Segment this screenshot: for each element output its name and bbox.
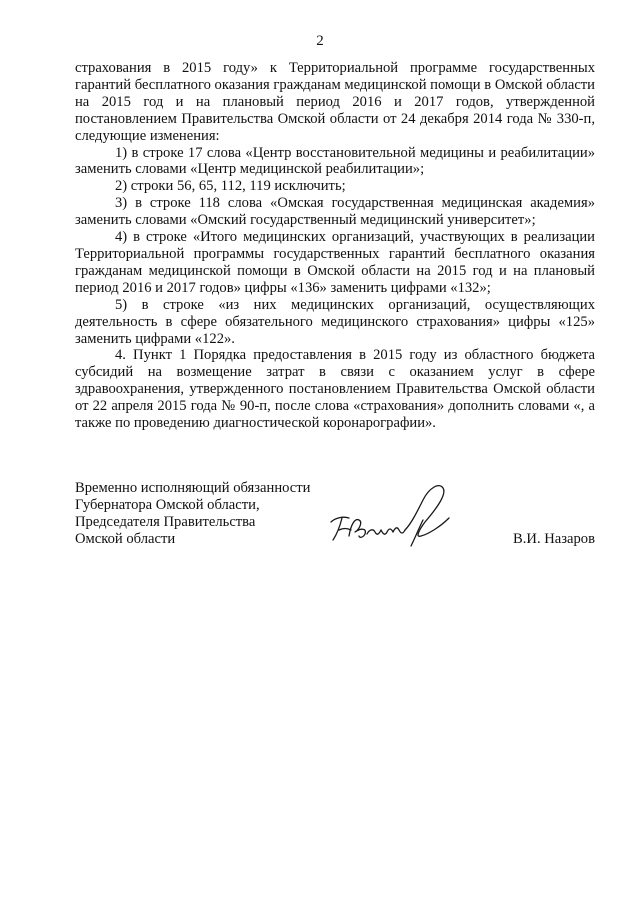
list-item-3: 3) в строке 118 слова «Омская государственная медицинская академия» заменить словами «Омский государственный медицинский университет»;: [75, 195, 595, 229]
list-item-2: 2) строки 56, 65, 112, 119 исключить;: [115, 178, 346, 195]
signer-position-line-2: Губернатора Омской области,: [75, 497, 260, 513]
signer-position-line-4: Омской области: [75, 531, 176, 547]
list-item-1: 1) в строке 17 слова «Центр восстановительной медицины и реабилитации» заменить словами «Центр медицинской реабилитации»;: [75, 144, 595, 178]
intro-paragraph: страхования в 2015 году» к Территориальной программе государственных гарантий бесплатного оказания гражданам медицинской помощи в Омской области на 2015 год и на плановый период 2016 и 2017 годов, утвержденной постановлением Правительства Омской области от 24 декабря 2014 года № 330-п, следующие изменения:: [75, 60, 595, 144]
list-item-5: 5) в строке «из них медицинских организаций, осуществляющих деятельность в сфере обязательного медицинского страхования» цифры «125» заменить цифрами «122».: [75, 296, 595, 347]
list-item-4: 4) в строке «Итого медицинских организаций, участвующих в реализации Территориальной программы государственных гарантий бесплатного оказания гражданам медицинской помощи в Омской области на 2015 год и на плановый период 2016 и 2017 годов» цифры «136» заменить цифрами «132»;: [75, 229, 595, 296]
page-number: 2: [316, 33, 324, 49]
signature-block: [75, 480, 595, 560]
paragraph-4: 4. Пункт 1 Порядка предоставления в 2015 году из областного бюджета субсидий на возмещение затрат в связи с оказанием услуг в сфере здравоохранения, утвержденного постановлением Правительства Омской области от 22 апреля 2015 года № 90-п, после слова «страхования» дополнить словами «, а также по проведению диагностической коронарографии».: [75, 347, 595, 432]
signer-name: В.И. Назаров: [513, 531, 595, 547]
signer-position-line-1: Временно исполняющий обязанности: [75, 480, 311, 496]
signer-position: [75, 480, 335, 548]
signer-position-line-3: Председателя Правительства: [75, 514, 256, 530]
handwritten-signature: [325, 478, 475, 552]
document-body: [75, 60, 595, 432]
